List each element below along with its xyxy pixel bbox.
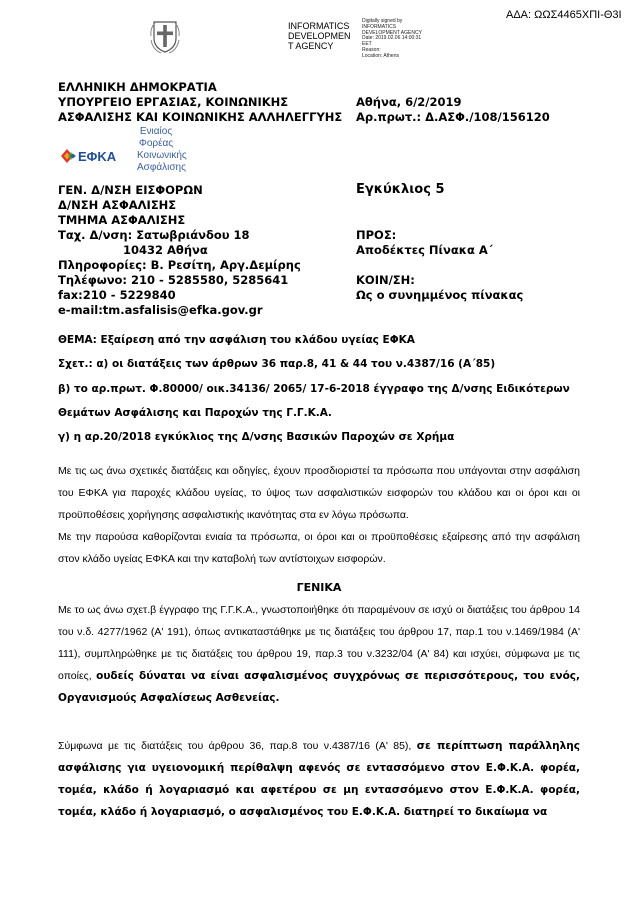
dept-line: ΤΜΗΜΑ ΑΣΦΑΛΙΣΗΣ (58, 213, 186, 227)
issuer-line: ΑΣΦΑΛΙΣΗΣ ΚΑΙ ΚΟΙΝΩΝΙΚΗΣ ΑΛΛΗΛΕΓΓΥΗΣ (58, 110, 343, 124)
signature-detail-line: INFORMATICS (362, 23, 397, 30)
signature-signer (288, 21, 358, 51)
reference-line: Θεμάτων Ασφάλισης και Παροχών της Γ.Γ.Κ.Α. (58, 407, 332, 419)
section-heading: ΓΕΝΙΚΑ (296, 581, 342, 594)
to-value: Αποδέκτες Πίνακα Α΄ (356, 243, 493, 257)
signature-detail-line: EET (362, 41, 372, 48)
paragraph-text: Με το ως άνω σχετ.β έγγραφο της Γ.Γ.Κ.Α., γνωστοποιήθηκε ότι παραμένουν σε ισχύ οι διατάξεις του άρθρου 14 του ν.δ. 4277/1962 (Α' 191), όπως αντικαταστάθηκε με τις διατάξεις του άρθρου 17, παρ.1 του ν.1469/1984 (Α' 111), συμπληρώθηκε με τις διατάξεις του άρθρου 19, παρ.3 του ν.3232/04 (Α' 84) και ισχύει, σύμφωνα με τις οποίες, (58, 604, 580, 682)
dept-fax: fax:210 - 5229840 (58, 288, 176, 302)
general-section-2 (58, 735, 580, 823)
general-section (58, 599, 580, 709)
circular-number: Εγκύκλιος 5 (356, 182, 445, 197)
signature-details (362, 19, 422, 60)
paragraph-text: Σύμφωνα με τις διατάξεις του άρθρου 36, παρ.8 του ν.4387/16 (Α' 85), (58, 740, 417, 752)
dept-email: e-mail:tm.asfalisis@efka.gov.gr (58, 303, 263, 317)
efka-tagline-line: Φορέας (138, 138, 174, 149)
issuer-line: ΥΠΟΥΡΓΕΙΟ ΕΡΓΑΣΙΑΣ, ΚΟΙΝΩΝΙΚΗΣ (58, 95, 289, 109)
paragraph-emphasis: ουδείς δύναται να είναι ασφαλισμένος συγχρόνως σε περισσότερους, του ενός, Οργανισμούς Ασφαλίσεως Ασθενείας. (58, 670, 580, 704)
ada-code: ΑΔΑ: ΩΩΣ4465ΧΠΙ-Θ3Ι (506, 9, 622, 21)
signature-detail-line: Location: Athens (362, 52, 399, 59)
reference-line: γ) η αρ.20/2018 εγκύκλιος της Δ/νσης Βασικών Παροχών σε Χρήμα (58, 431, 455, 443)
signature-detail-line: DEVELOPMENT AGENCY (362, 29, 422, 36)
signature-signer-line: INFORMATICS (288, 21, 350, 31)
efka-logo-text: ΕΦΚΑ (78, 149, 117, 164)
signature-signer-line: T AGENCY (288, 41, 334, 51)
efka-tagline (137, 126, 187, 174)
dept-postcode: 10432 Αθήνα (123, 243, 208, 257)
document-date: Αθήνα, 6/2/2019 (356, 95, 462, 109)
efka-tagline-line: Ενιαίος (139, 126, 173, 137)
dept-address: Ταχ. Δ/νση: Σατωβριάνδου 18 (58, 228, 250, 242)
signature-signer-line: DEVELOPMEN (288, 31, 351, 41)
general-paragraph (58, 735, 580, 823)
cc-label: ΚΟΙΝ/ΣΗ: (356, 273, 415, 287)
cc-value: Ως ο συνημμένος πίνακας (356, 288, 524, 302)
greek-emblem-icon (148, 18, 182, 54)
issuer-line: ΕΛΛΗΝΙΚΗ ΔΗΜΟΚΡΑΤΙΑ (58, 80, 217, 94)
intro-paragraph: Με την παρούσα καθορίζονται ενιαία τα πρόσωπα, οι όροι και οι προϋποθέσεις εξαίρεσης από την ασφάλιση στον κλάδο υγείας ΕΦΚΑ και την καταβολή των αντίστοιχων εισφορών. (58, 531, 580, 565)
efka-tagline-line: Κοινωνικής (137, 150, 187, 161)
intro-paragraph: Με τις ως άνω σχετικές διατάξεις και οδηγίες, έχουν προσδιοριστεί τα πρόσωπα που υπάγονται στην ασφάλιση του ΕΦΚΑ για παροχές κλάδου υγείας, το ύψος των ασφαλιστικών εισφορών του κλάδου και οι όροι και οι προϋποθέσεις χορήγησης ασφαλιστικής ικανότητας στα εν λόγω πρόσωπα. (58, 465, 580, 521)
efka-logo (58, 146, 138, 170)
subject-line: ΘΕΜΑ: Εξαίρεση από την ασφάλιση του κλάδου υγείας ΕΦΚΑ (58, 334, 415, 346)
dept-line: ΓΕΝ. Δ/ΝΣΗ ΕΙΣΦΟΡΩΝ (58, 183, 203, 197)
signature-detail-line: Reason: (362, 46, 381, 53)
to-label: ΠΡΟΣ: (356, 228, 397, 242)
general-paragraph (58, 599, 580, 709)
protocol-number: Αρ.πρωτ.: Δ.ΑΣΦ./108/156120 (356, 110, 550, 124)
dept-info: Πληροφορίες: Β. Ρεσίτη, Αργ.Δεμίρης (58, 258, 301, 272)
reference-line: Σχετ.: α) οι διατάξεις των άρθρων 36 παρ.8, 41 & 44 του ν.4387/16 (Α΄85) (58, 358, 496, 370)
efka-tagline-line: Ασφάλισης (137, 162, 186, 173)
intro-section (58, 460, 580, 570)
signature-detail-line: Digitally signed by (362, 18, 403, 24)
reference-line: β) το αρ.πρωτ. Φ.80000/ οικ.34136/ 2065/ 17-6-2018 έγγραφο της Δ/νσης Ειδικότερων (58, 383, 570, 395)
efka-logo-mark-icon (58, 146, 138, 166)
paragraph-emphasis: σε περίπτωση παράλληλης ασφάλισης για υγειονομική περίθαλψη αφενός σε εντασσόμενο στον Ε.Φ.Κ.Α. φορέα, τομέα, κλάδο ή λογαριασμό και αφετέρου σε μη εντασσόμενο στον Ε.Φ.Κ.Α. φορέα, τομέα, κλάδο ή λογαριασμό, ο ασφαλισμένος του Ε.Φ.Κ.Α. διατηρεί το δικαίωμα να (58, 740, 580, 818)
signature-detail-line: Date: 2019.02.06 14:00:31 (362, 35, 422, 42)
dept-line: Δ/ΝΣΗ ΑΣΦΑΛΙΣΗΣ (58, 198, 177, 212)
dept-phone: Τηλέφωνο: 210 - 5285580, 5285641 (58, 273, 289, 287)
